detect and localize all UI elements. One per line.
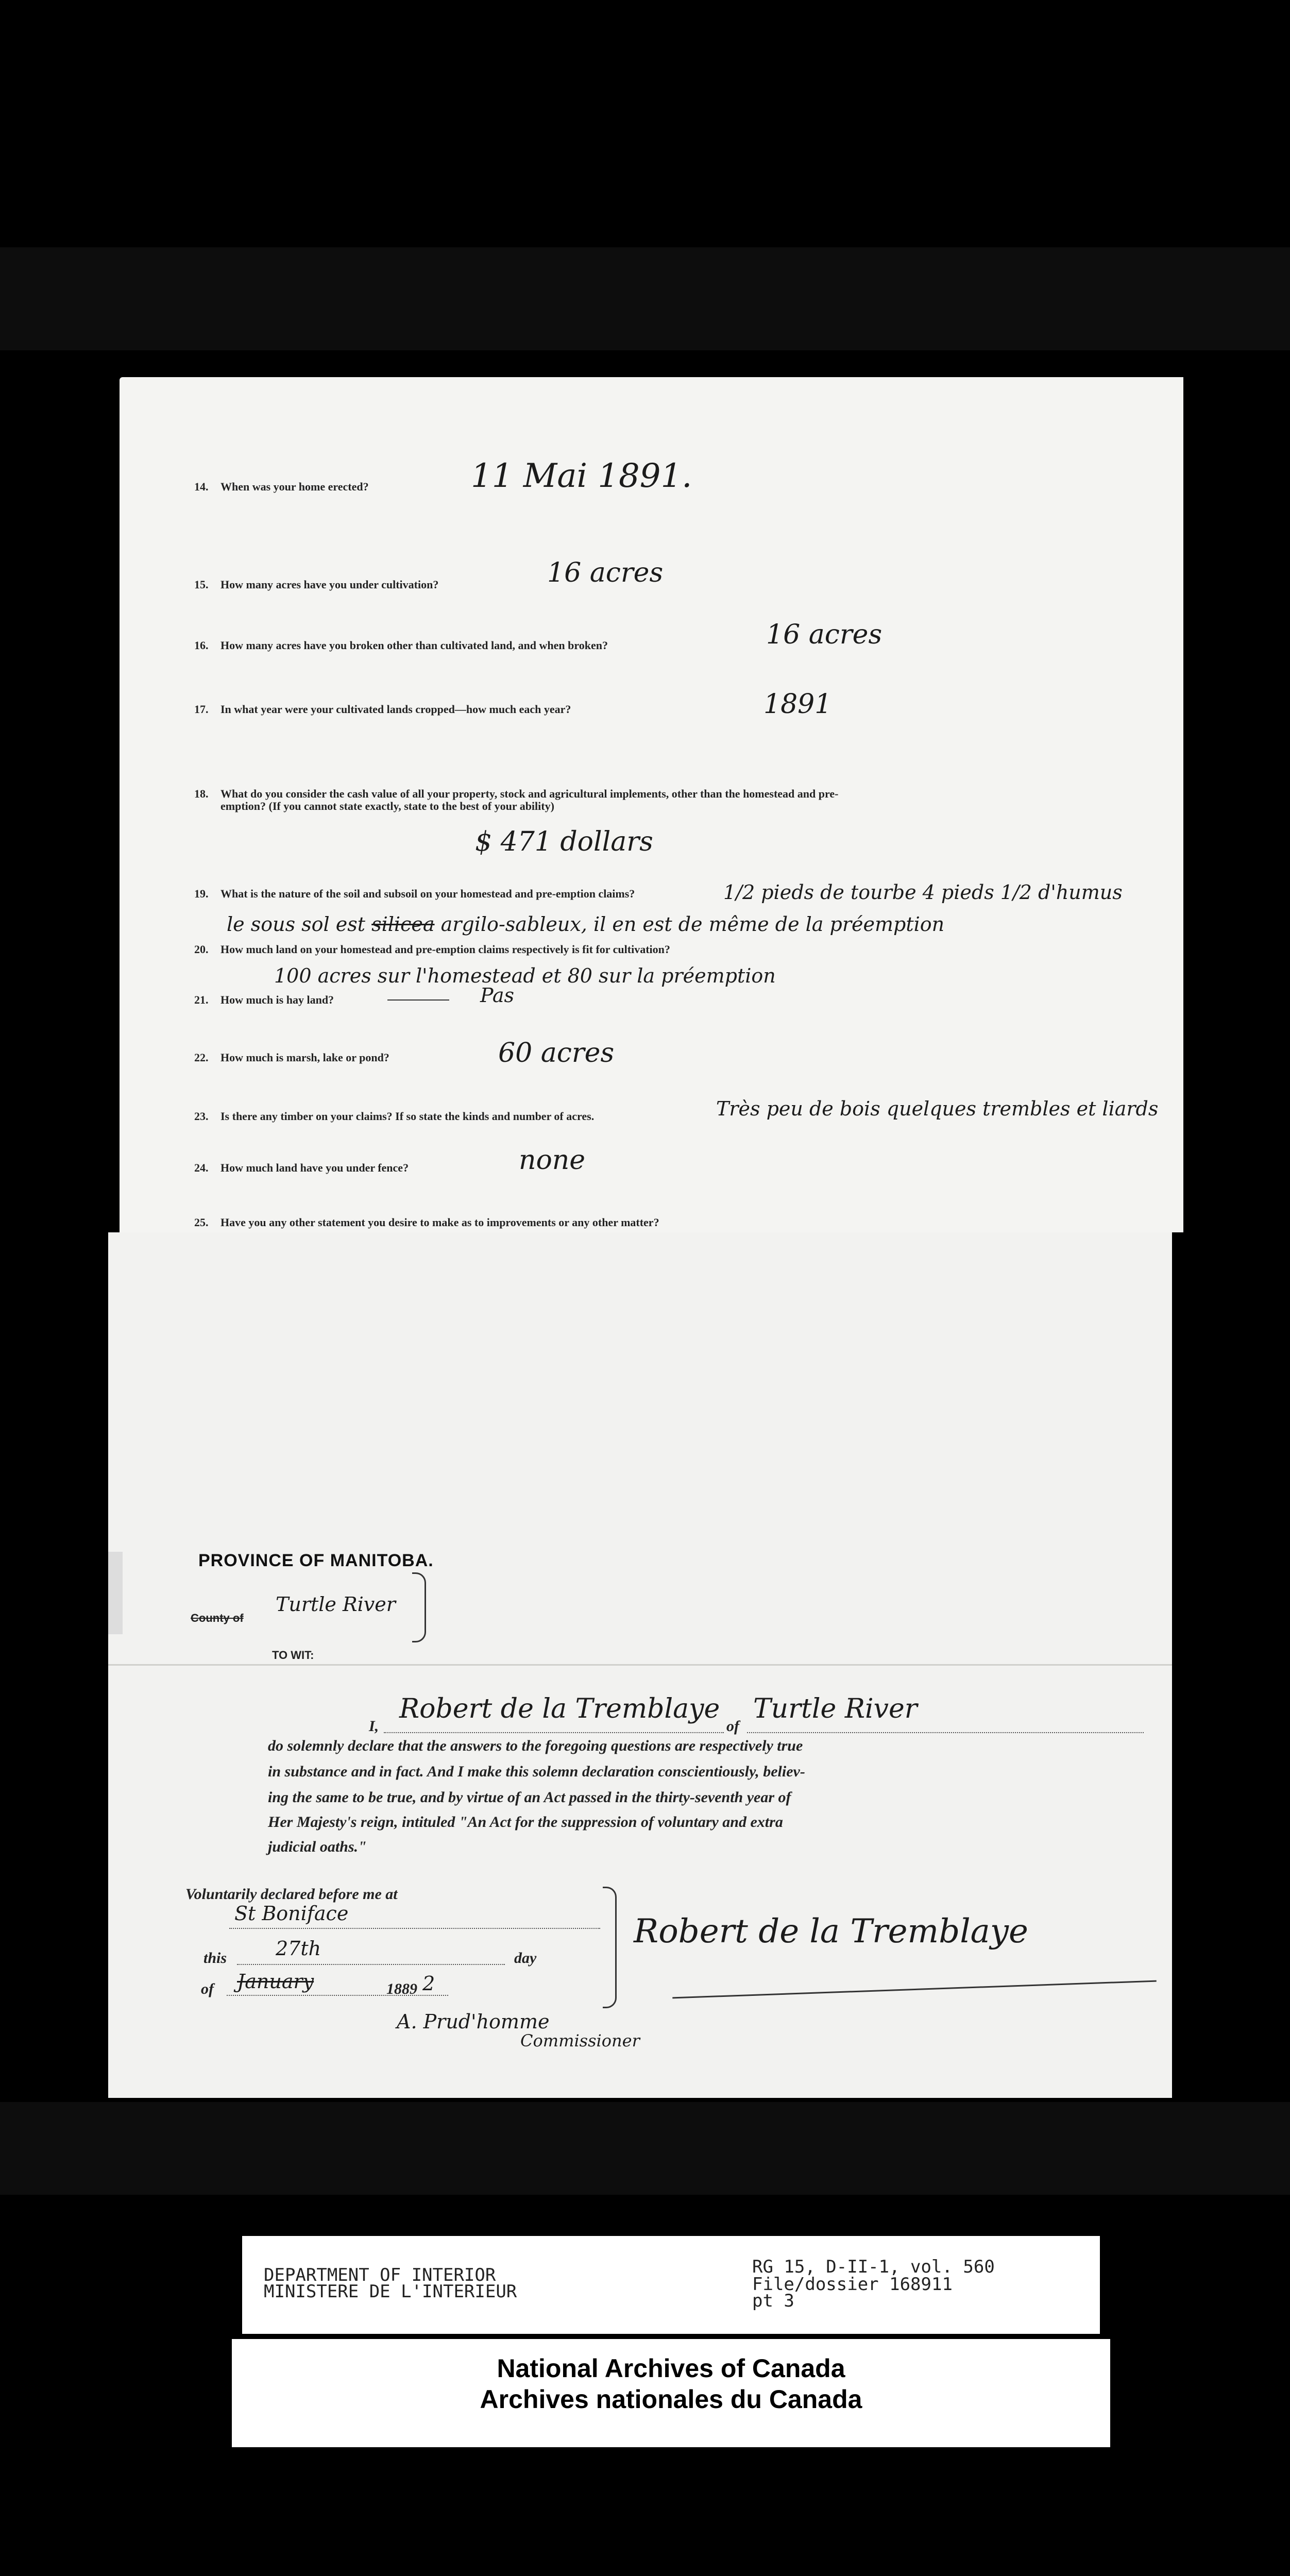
question-number: 18. bbox=[194, 787, 209, 800]
declarant-rule bbox=[384, 1732, 724, 1733]
question-text: How much is hay land? bbox=[220, 993, 334, 1006]
signature-flourish bbox=[672, 1980, 1157, 1999]
archive-reference-label bbox=[242, 2236, 1100, 2334]
question-number: 20. bbox=[194, 943, 209, 956]
declaration-body-line: in substance and in fact. And I make this solemn declaration conscientiously, believ- bbox=[268, 1763, 805, 1780]
i-label: I, bbox=[369, 1718, 379, 1735]
inner-fold bbox=[108, 1664, 1172, 1666]
staple-mark bbox=[108, 1552, 123, 1634]
question-number: 16. bbox=[194, 639, 209, 652]
document-page-upper bbox=[120, 377, 1183, 1232]
answer-handwritten: $ 471 dollars bbox=[475, 826, 653, 857]
dash-mark bbox=[387, 999, 449, 1001]
question-number: 24. bbox=[194, 1161, 209, 1174]
declarant-name: Robert de la Tremblaye bbox=[399, 1693, 720, 1724]
day-label: day bbox=[514, 1950, 537, 1967]
reference-line-3: pt 3 bbox=[752, 2291, 794, 2311]
reference-line-1: RG 15, D-II-1, vol. 560 bbox=[752, 2257, 995, 2277]
archives-canada-label bbox=[232, 2339, 1110, 2447]
to-wit-label: TO WIT: bbox=[272, 1649, 314, 1662]
day-rule bbox=[237, 1964, 505, 1965]
county-label: County of bbox=[191, 1612, 244, 1624]
question-text: How much land on your homestead and pre-emption claims respectively is fit for cultivation? bbox=[220, 943, 670, 956]
province-heading: PROVINCE OF MANITOBA. bbox=[198, 1551, 434, 1570]
question-number: 17. bbox=[194, 703, 209, 716]
archives-name-en: National Archives of Canada bbox=[497, 2354, 845, 2383]
answer-handwritten: 60 acres bbox=[498, 1038, 615, 1069]
department-fr: MINISTERE DE L'INTERIEUR bbox=[264, 2281, 517, 2302]
question-number: 23. bbox=[194, 1110, 209, 1123]
answer-handwritten: 16 acres bbox=[547, 557, 664, 588]
this-label: this bbox=[203, 1950, 227, 1967]
scan-border-bottom bbox=[0, 2102, 1290, 2195]
question-text: How much is marsh, lake or pond? bbox=[220, 1051, 389, 1064]
answer-handwritten: 16 acres bbox=[766, 619, 882, 650]
answer-handwritten: 1/2 pieds de tourbe 4 pieds 1/2 d'humus bbox=[723, 881, 1123, 904]
question-text: Have you any other statement you desire to make as to improvements or any other matter? bbox=[220, 1216, 659, 1229]
question-number: 25. bbox=[194, 1216, 209, 1229]
question-number: 15. bbox=[194, 578, 209, 591]
question-text: In what year were your cultivated lands cropped—how much each year? bbox=[220, 703, 571, 716]
answer-handwritten: Pas bbox=[480, 984, 515, 1007]
place-value: St Boniface bbox=[234, 1902, 349, 1925]
of-label: of bbox=[726, 1718, 739, 1735]
question-number: 19. bbox=[194, 887, 209, 900]
answer-handwritten: 100 acres sur l'homestead et 80 sur la préemption bbox=[274, 964, 776, 987]
of-value: Turtle River bbox=[753, 1693, 918, 1724]
question-number: 21. bbox=[194, 993, 209, 1006]
document-page-lower bbox=[108, 1232, 1172, 2098]
question-text-continued: emption? (If you cannot state exactly, state to the best of your ability) bbox=[220, 800, 554, 812]
day-value: 27th bbox=[276, 1937, 321, 1960]
official-signature: A. Prud'homme bbox=[397, 2010, 550, 2033]
of-label-date: of bbox=[201, 1980, 214, 1997]
question-text: How much land have you under fence? bbox=[220, 1161, 409, 1174]
question-text: What is the nature of the soil and subsoil on your homestead and pre-emption claims? bbox=[220, 887, 635, 900]
department-en: DEPARTMENT OF INTERIOR bbox=[264, 2265, 496, 2285]
question-text: How many acres have you under cultivation? bbox=[220, 578, 439, 591]
answer-handwritten-line2: le sous sol est silicea argilo-sableux, il en est de même de la préemption bbox=[227, 913, 945, 936]
county-value: Turtle River bbox=[276, 1593, 396, 1616]
reference-line-2: File/dossier 168911 bbox=[752, 2274, 953, 2295]
declarant-signature: Robert de la Tremblaye bbox=[634, 1912, 1028, 1951]
month-rule bbox=[227, 1995, 448, 1996]
official-title: Commissioner bbox=[520, 2031, 640, 2050]
declaration-body-line: judicial oaths." bbox=[268, 1838, 367, 1855]
declaration-body-line: Her Majesty's reign, intituled "An Act for the suppression of voluntary and extra bbox=[268, 1814, 783, 1831]
question-text: When was your home erected? bbox=[220, 480, 369, 493]
question-text: What do you consider the cash value of all your property, stock and agricultural implements, other than the homestead and pre- bbox=[220, 787, 839, 800]
county-brace bbox=[412, 1572, 426, 1642]
year-suffix: 2 bbox=[422, 1972, 435, 1995]
question-text: Is there any timber on your claims? If so state the kinds and number of acres. bbox=[220, 1110, 595, 1123]
archives-name-fr: Archives nationales du Canada bbox=[480, 2385, 862, 2414]
answer-handwritten: 1891 bbox=[763, 689, 832, 720]
month-struck: January bbox=[237, 1970, 314, 1993]
answer-handwritten: Très peu de bois quelques trembles et liards bbox=[716, 1097, 1159, 1120]
answer-handwritten: 11 Mai 1891. bbox=[471, 457, 692, 495]
declaration-body-line: do solemnly declare that the answers to the foregoing questions are respectively true bbox=[268, 1737, 803, 1754]
question-number: 22. bbox=[194, 1051, 209, 1064]
year-value: 1889 bbox=[386, 1980, 417, 1997]
answer-handwritten: none bbox=[519, 1145, 586, 1176]
scan-border-top bbox=[0, 247, 1290, 350]
question-number: 14. bbox=[194, 480, 209, 493]
place-rule bbox=[229, 1928, 600, 1929]
question-text: How many acres have you broken other than cultivated land, and when broken? bbox=[220, 639, 608, 652]
jurat-brace bbox=[603, 1887, 617, 2008]
voluntarily-declared: Voluntarily declared before me at bbox=[185, 1886, 398, 1903]
declaration-body-line: ing the same to be true, and by virtue of an Act passed in the thirty-seventh year of bbox=[268, 1789, 791, 1806]
of-rule bbox=[747, 1732, 1144, 1733]
